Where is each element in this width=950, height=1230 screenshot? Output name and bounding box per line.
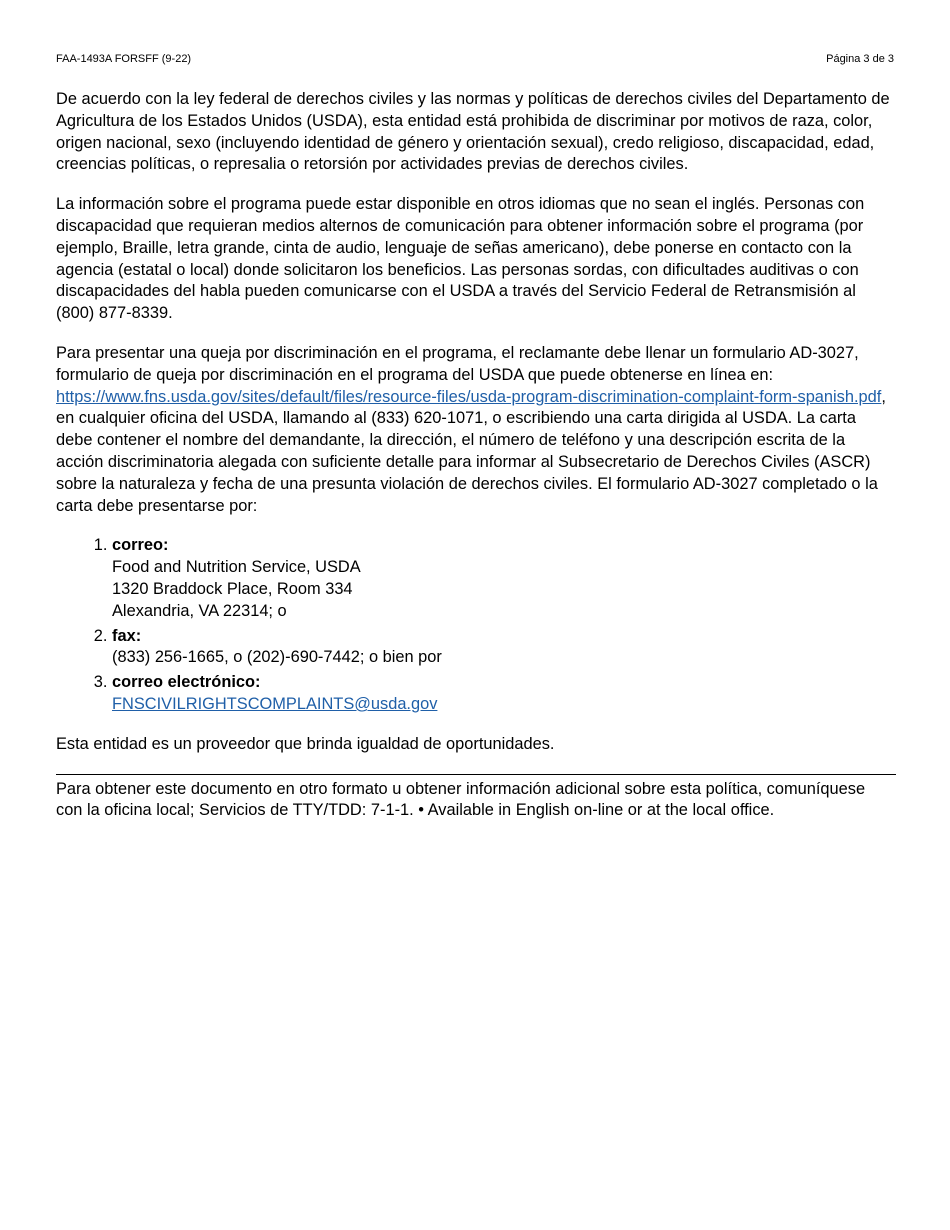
complaint-form-link[interactable]: https://www.fns.usda.gov/sites/default/files/resource-files/usda-program-discrimination-complaint-form-spanish.pdf	[56, 387, 882, 406]
list-item-fax	[112, 626, 896, 670]
language-access-paragraph: La información sobre el programa puede estar disponible en otros idiomas que no sean el inglés. Personas con discapacidad que requieran medios alternos de comunicación para obtener información sobre el programa (por ejemplo, Braille, letra grande, cinta de audio, lenguaje de señas americano), debe ponerse en contacto con la agencia (estatal o local) donde solicitaron los beneficios. Las personas sordas, con dificultades auditivas o con discapacidades del habla pueden comunicarse con el USDA a través del Servicio Federal de Retransmisión al (800) 877-8339.	[56, 195, 865, 323]
civil-rights-paragraph: De acuerdo con la ley federal de derechos civiles y las normas y políticas de derechos civiles del Departamento de Agricultura de los Estados Unidos (USDA), esta entidad está prohibida de discriminar por motivos de raza, color, origen nacional, sexo (incluyendo identidad de género y orientación sexual), credo religioso, discapacidad, edad, creencias políticas, o represalia o retorsión por actividades previas de derechos civiles.	[56, 90, 890, 174]
email-label: 3. correo electrónico:	[112, 673, 261, 692]
mail-address-line: 1320 Braddock Place, Room 334	[112, 579, 353, 598]
fax-numbers: (833) 256-1665, o (202)-690-7442; o bien por	[112, 648, 442, 667]
equal-opportunity-statement: Esta entidad es un proveedor que brinda igualdad de oportunidades.	[56, 734, 555, 753]
complaint-text-after-link: , en cualquier oficina del USDA, llamando al (833) 620-1071, o escribiendo una carta dirigida al USDA. La carta debe contener el nombre del demandante, la dirección, el número de teléfono y una descripción escrita de la acción discriminatoria alegada con suficiente detalle para informar al Subsecretario de Derechos Civiles (ASCR) sobre la naturaleza y fecha de una presunta violación de derechos civiles. El formulario AD-3027 completado o la carta debe presentarse por:	[56, 387, 886, 515]
email-link[interactable]: FNSCIVILRIGHTSCOMPLAINTS@usda.gov	[112, 694, 438, 713]
mail-label: 1. correo:	[112, 536, 169, 555]
complaint-paragraph	[56, 343, 896, 517]
fax-label: 2. fax:	[112, 626, 142, 645]
mail-address-line: Alexandria, VA 22314; o	[112, 601, 287, 620]
complaint-text-before-link: Para presentar una queja por discriminación en el programa, el reclamante debe llenar un formulario AD-3027, formulario de queja por discriminación en el programa del USDA que puede obtenerse en línea en:	[56, 343, 859, 384]
mail-address-line: Food and Nutrition Service, USDA	[112, 558, 361, 577]
document-body	[56, 89, 896, 840]
list-item-mail	[112, 535, 896, 622]
submission-methods-list	[56, 535, 896, 715]
list-item-email	[112, 672, 896, 716]
divider	[56, 774, 896, 775]
page-number: Página 3 de 3	[826, 53, 894, 65]
footer-note: Para obtener este documento en otro formato u obtener información adicional sobre esta política, comuníquese con la oficina local; Servicios de TTY/TDD: 7-1-1. • Available in English on-line or at the local office.	[56, 779, 866, 820]
form-id: FAA-1493A FORSFF (9-22)	[56, 53, 192, 65]
